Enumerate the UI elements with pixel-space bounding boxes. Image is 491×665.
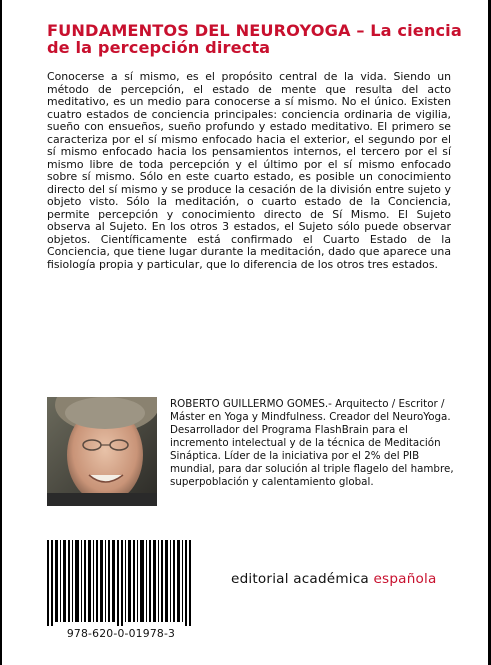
book-synopsis: Conocerse a sí mismo, es el propósito central de la vida. Siendo un método de percepción, el estado de mente que resulta del acto meditativo, es un medio para conocerse a sí mismo. No el único. Existen cuatro estados de conciencia principales: conciencia ordinaria de vigilia, sueño con ensueños, sueño profundo y estado meditativo. El primero se caracteriza por el sí mismo enfocado hacia el exterior, el segundo por el sí mismo enfocado hacia los pensamientos internos, el tercero por el sí mismo libre de toda percepción y el último por el sí mismo enfocado sobre sí mismo. Sólo en este cuarto estado, es posible un conocimiento directo del sí mismo y se produce la cesación de la división entre sujeto y objeto visto. Sólo la meditación, o cuarto estado de la Conciencia, permite percepción y conocimiento directo de Sí Mismo. El Sujeto observa al Sujeto. En los otros 3 estados, el Sujeto sólo puede observar objetos. Científicamente está confirmado el Cuarto Estado de la Conciencia, que tiene lugar durante la meditación, dado que aparece una fisiología propia y particular, que lo diferencia de los otros tres estados. — [47, 70, 451, 271]
author-bio: ROBERTO GUILLERMO GOMES.- Arquitecto / Escritor / Máster en Yoga y Mindfulness. Creador del NeuroYoga. Desarrollador del Programa FlashBrain para el incremento intelectual y de la técnica de Meditación Sináptica. Líder de la iniciativa por el 2% del PIB mundial, para dar solución al triple flagelo del hambre, superpoblación y calentamiento global. — [170, 398, 454, 488]
isbn-number: 978-620-0-01978-3 — [66, 627, 176, 640]
author-photo — [47, 397, 157, 506]
barcode — [45, 540, 197, 655]
publisher-prefix: editorial académica — [231, 571, 374, 587]
publisher-name — [231, 571, 461, 587]
author-portrait-image — [47, 397, 157, 506]
barcode-bars — [45, 540, 197, 628]
publisher-accent: española — [373, 571, 437, 587]
book-title: FUNDAMENTOS DEL NEUROYOGA – La ciencia de la percepción directa — [47, 21, 462, 57]
